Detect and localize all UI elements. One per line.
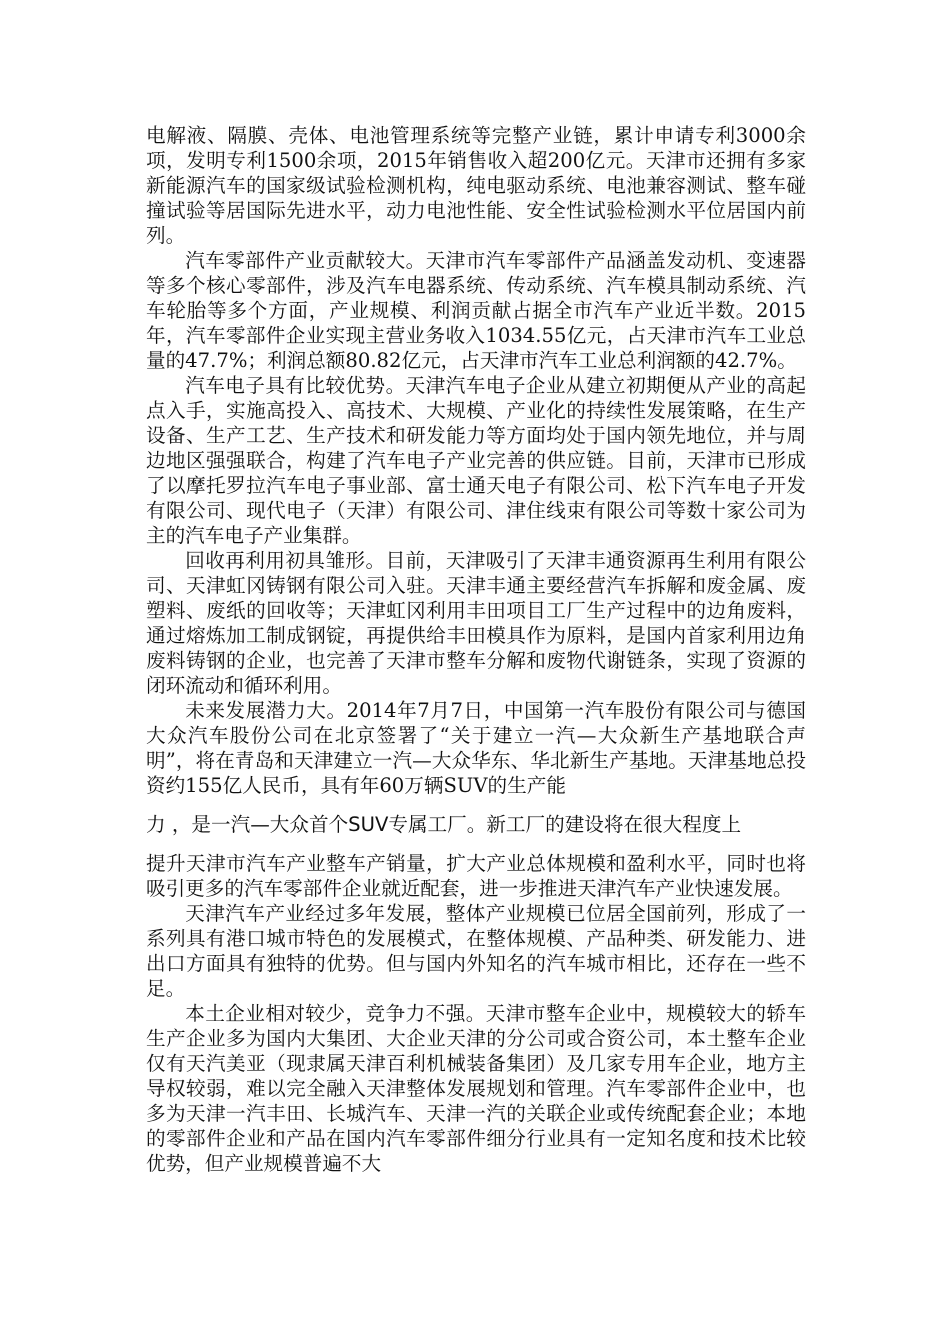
paragraph-auto-parts: 汽车零部件产业贡献较大。天津市汽车零部件产品涵盖发动机、变速器等多个核心零部件，涉及汽车电器系统、传动系统、汽车模具制动系统、汽车轮胎等多个方面，产业规模、利润贡献占据全市汽车产业近半数。2015年，汽车零部件企业实现主营业务收入1034.55亿元，占天津市汽车工业总量的47.7%；利润总额80.82亿元，占天津市汽车工业总利润额的42.7%。 <box>146 249 806 372</box>
paragraph-future-potential: 未来发展潜力大。2014年7月7日，中国第一汽车股份有限公司与德国大众汽车股份公司在北京签署了“关于建立一汽—大众新生产基地联合声明”，将在青岛和天津建立一汽—大众华东、华北新生产基地。天津基地总投资约155亿人民币，具有年60万辆SUV的生产能 <box>146 699 806 797</box>
paragraph-battery-chain: 电解液、隔膜、壳体、电池管理系统等完整产业链，累计申请专利3000余项，发明专利1500余项，2015年销售收入超200亿元。天津市还拥有多家新能源汽车的国家级试验检测机构，纯电驱动系统、电池兼容测试、整车碰撞试验等居国际先进水平，动力电池性能、安全性试验检测水平位居国内前列。 <box>146 124 806 247</box>
paragraph-industry-overview: 天津汽车产业经过多年发展，整体产业规模已位居全国前列，形成了一系列具有港口城市特色的发展模式，在整体规模、产品种类、研发能力、进出口方面具有独特的优势。但与国内外知名的汽车城市相比，还存在一些不足。 <box>146 902 806 1000</box>
document-body <box>146 123 806 1176</box>
paragraph-production-growth: 提升天津市汽车产业整车产销量，扩大产业总体规模和盈利水平，同时也将吸引更多的汽车零部件企业就近配套，进一步推进天津汽车产业快速发展。 <box>146 852 806 900</box>
paragraph-suv-factory-line: 力 ，是一汽—大众首个SUV专属工厂。新工厂的建设将在很大程度上 <box>146 813 742 836</box>
paragraph-recycling: 回收再利用初具雏形。目前，天津吸引了天津丰通资源再生利用有限公司、天津虹冈铸钢有限公司入驻。天津丰通主要经营汽车拆解和废金属、废塑料、废纸的回收等；天津虹冈利用丰田项目工厂生产过程中的边角废料，通过熔炼加工制成钢锭，再提供给丰田模具作为原料，是国内首家利用边角废料铸钢的企业，也完善了天津市整车分解和废物代谢链条，实现了资源的闭环流动和循环利用。 <box>146 549 806 697</box>
paragraph-auto-electronics: 汽车电子具有比较优势。天津汽车电子企业从建立初期便从产业的高起点入手，实施高投入、高技术、大规模、产业化的持续性发展策略，在生产设备、生产工艺、生产技术和研发能力等方面均处于国内领先地位，并与周边地区强强联合，构建了汽车电子产业完善的供应链。目前，天津市已形成了以摩托罗拉汽车电子事业部、富士通天电子有限公司、松下汽车电子开发有限公司、现代电子（天津）有限公司、津住线束有限公司等数十家公司为主的汽车电子产业集群。 <box>146 374 806 547</box>
paragraph-local-enterprises: 本土企业相对较少，竞争力不强。天津市整车企业中，规模较大的轿车生产企业多为国内大集团、大企业天津的分公司或合资公司，本土整车企业仅有天汽美亚（现隶属天津百利机械装备集团）及几家专用车企业，地方主导权较弱，难以完全融入天津整体发展规划和管理。汽车零部件企业中，也多为天津一汽丰田、长城汽车、天津一汽的关联企业或传统配套企业；本地的零部件企业和产品在国内汽车零部件细分行业具有一定知名度和技术比较优势，但产业规模普遍不大 <box>146 1002 806 1175</box>
